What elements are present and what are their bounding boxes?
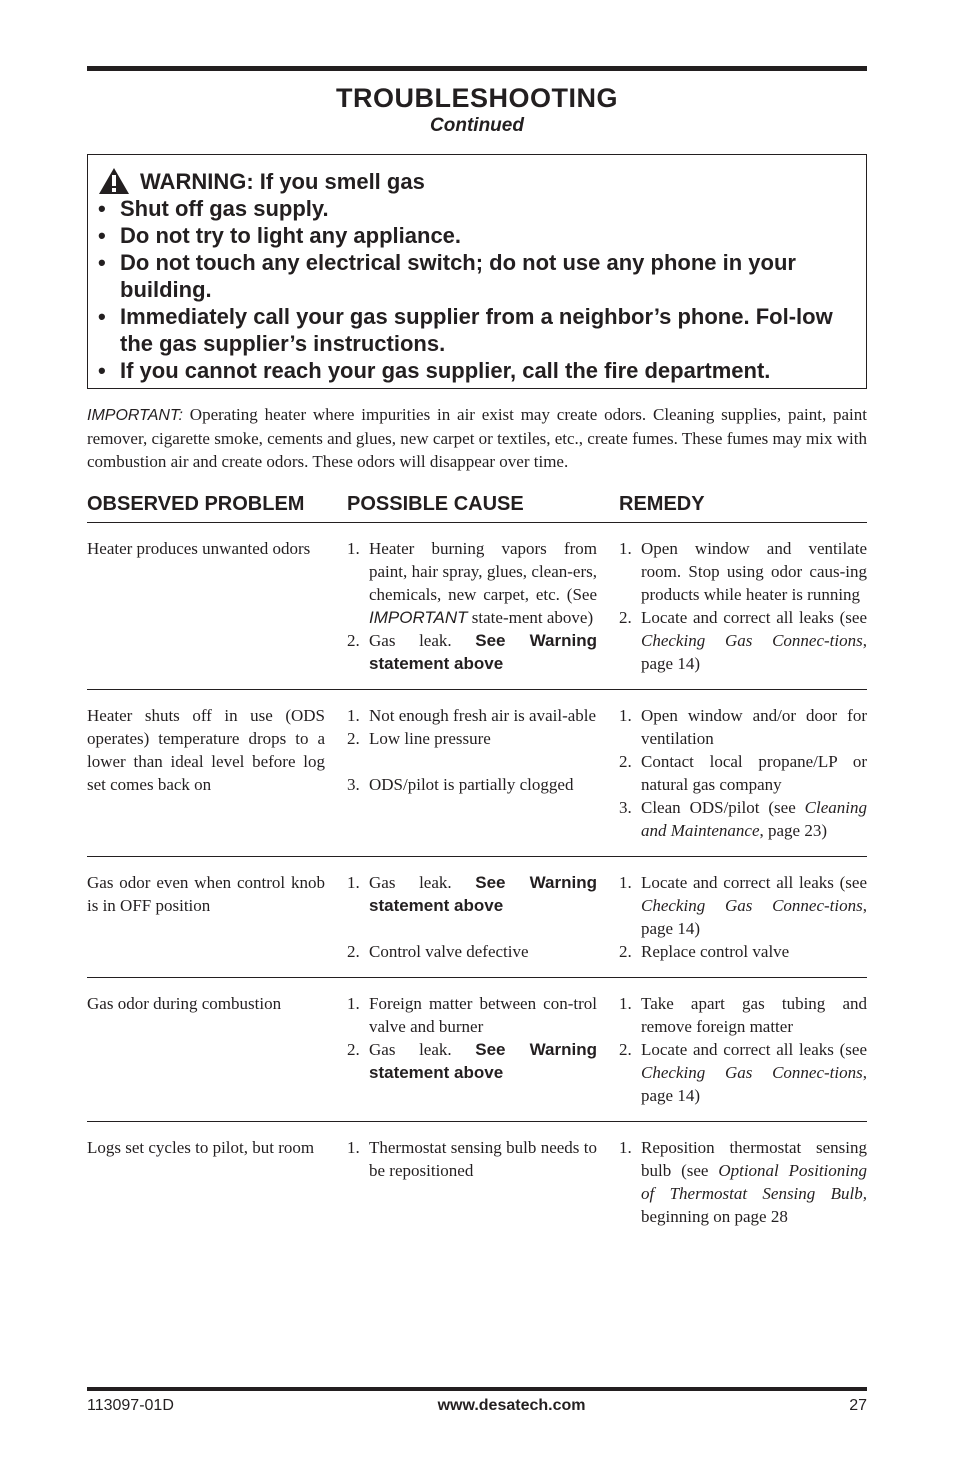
spacer xyxy=(347,917,597,940)
remedy xyxy=(619,537,867,675)
header-possible-cause: POSSIBLE CAUSE xyxy=(347,493,524,515)
warning-box xyxy=(87,154,867,389)
observed-problem: Heater shuts off in use (ODS operates) temperature drops to a lower than ideal level before log set comes back on xyxy=(87,706,325,794)
warning-item: • Shut off gas supply. xyxy=(98,196,329,221)
header-remedy: REMEDY xyxy=(619,493,705,515)
remedy-item: 2. Contact local propane/LP or natural gas company xyxy=(619,752,867,794)
possible-cause xyxy=(347,704,597,842)
warning-heading: WARNING: If you smell gas xyxy=(140,169,425,194)
cause-item: 1. Heater burning vapors from paint, hair spray, glues, clean-ers, chemicals, new carpet, etc. (See IMPORTANT state-ment above) xyxy=(347,539,597,627)
cause-item: 2. Gas leak. See Warning statement above xyxy=(347,631,597,673)
remedy-item: 1. Reposition thermostat sensing bulb (see Optional Positioning of Thermostat Sensing Bulb, beginning on page 28 xyxy=(619,1138,868,1226)
warning-triangle-icon xyxy=(98,167,130,195)
cause-item: 2. Control valve defective xyxy=(347,942,529,961)
possible-cause xyxy=(347,871,597,963)
page-number: 27 xyxy=(849,1397,867,1414)
remedy-item: 2. Locate and correct all leaks (see Checking Gas Connec-tions, page 14) xyxy=(619,1040,867,1105)
important-label: IMPORTANT: xyxy=(87,407,183,424)
warning-item: • Do not try to light any appliance. xyxy=(98,223,462,248)
table-row xyxy=(87,523,867,690)
table-row xyxy=(87,857,867,978)
remedy-item: 1. Take apart gas tubing and remove foreign matter xyxy=(619,994,867,1036)
observed-problem: Logs set cycles to pilot, but room xyxy=(87,1138,315,1157)
warning-item: • If you cannot reach your gas supplier, call the fire department. xyxy=(98,358,771,383)
footer-row xyxy=(87,1397,867,1415)
remedy-item: 1. Open window and ventilate room. Stop using odor caus-ing products while heater is running xyxy=(619,539,867,604)
possible-cause xyxy=(347,1136,597,1228)
header-observed-problem: OBSERVED PROBLEM xyxy=(87,493,305,515)
possible-cause xyxy=(347,537,597,675)
important-text: Operating heater where impurities in air exist may create odors. Cleaning supplies, paint, paint remover, cigarette smoke, cements and glues, new carpet or textiles, etc., create fumes. These fumes may mix with combustion air and create odors. These odors will disappear over time. xyxy=(87,405,867,471)
doc-number: 113097-01D xyxy=(87,1397,174,1414)
warning-list xyxy=(98,195,856,384)
remedy xyxy=(619,871,867,963)
remedy xyxy=(619,992,867,1107)
bottom-rule xyxy=(87,1387,867,1391)
top-rule xyxy=(87,66,867,71)
table-row xyxy=(87,1122,867,1242)
page-footer xyxy=(87,1387,867,1415)
cause-item: 2. Low line pressure xyxy=(347,729,491,748)
cause-item: 1. Gas leak. See Warning statement above xyxy=(347,873,597,915)
remedy-item: 3. Clean ODS/pilot (see Cleaning and Maintenance, page 23) xyxy=(619,798,867,840)
cause-item: 1. Not enough fresh air is avail-able xyxy=(347,706,597,725)
observed-problem: Gas odor even when control knob is in OFF position xyxy=(87,873,325,915)
warning-item: • Immediately call your gas supplier from a neighbor’s phone. Fol-low the gas supplier’s instructions. xyxy=(98,304,833,356)
remedy xyxy=(619,1136,867,1228)
remedy xyxy=(619,704,867,842)
troubleshooting-table xyxy=(87,493,867,1242)
table-header xyxy=(87,493,867,523)
remedy-item: 2. Locate and correct all leaks (see Checking Gas Connec-tions, page 14) xyxy=(619,608,867,673)
possible-cause xyxy=(347,992,597,1107)
remedy-item: 1. Open window and/or door for ventilation xyxy=(619,706,867,748)
important-note xyxy=(87,403,867,473)
page xyxy=(87,66,867,1242)
warning-heading-row xyxy=(98,167,856,195)
cause-item: 1. Thermostat sensing bulb needs to be repositioned xyxy=(347,1138,597,1180)
cause-item: 3. ODS/pilot is partially clogged xyxy=(347,775,574,794)
remedy-item: 1. Locate and correct all leaks (see Checking Gas Connec-tions, page 14) xyxy=(619,873,867,938)
table-row xyxy=(87,690,867,857)
remedy-item: 2. Replace control valve xyxy=(619,942,790,961)
cause-item: 1. Foreign matter between con-trol valve and burner xyxy=(347,994,597,1036)
table-row xyxy=(87,978,867,1122)
cause-item: 2. Gas leak. See Warning statement above xyxy=(347,1040,597,1082)
observed-problem: Heater produces unwanted odors xyxy=(87,539,311,558)
spacer xyxy=(347,750,597,773)
observed-problem: Gas odor during combustion xyxy=(87,994,282,1013)
page-title: TROUBLESHOOTING xyxy=(336,83,618,113)
warning-item: • Do not touch any electrical switch; do not use any phone in your building. xyxy=(98,250,796,302)
page-subtitle: Continued xyxy=(430,115,524,136)
website-link[interactable]: www.desatech.com xyxy=(437,1397,586,1414)
